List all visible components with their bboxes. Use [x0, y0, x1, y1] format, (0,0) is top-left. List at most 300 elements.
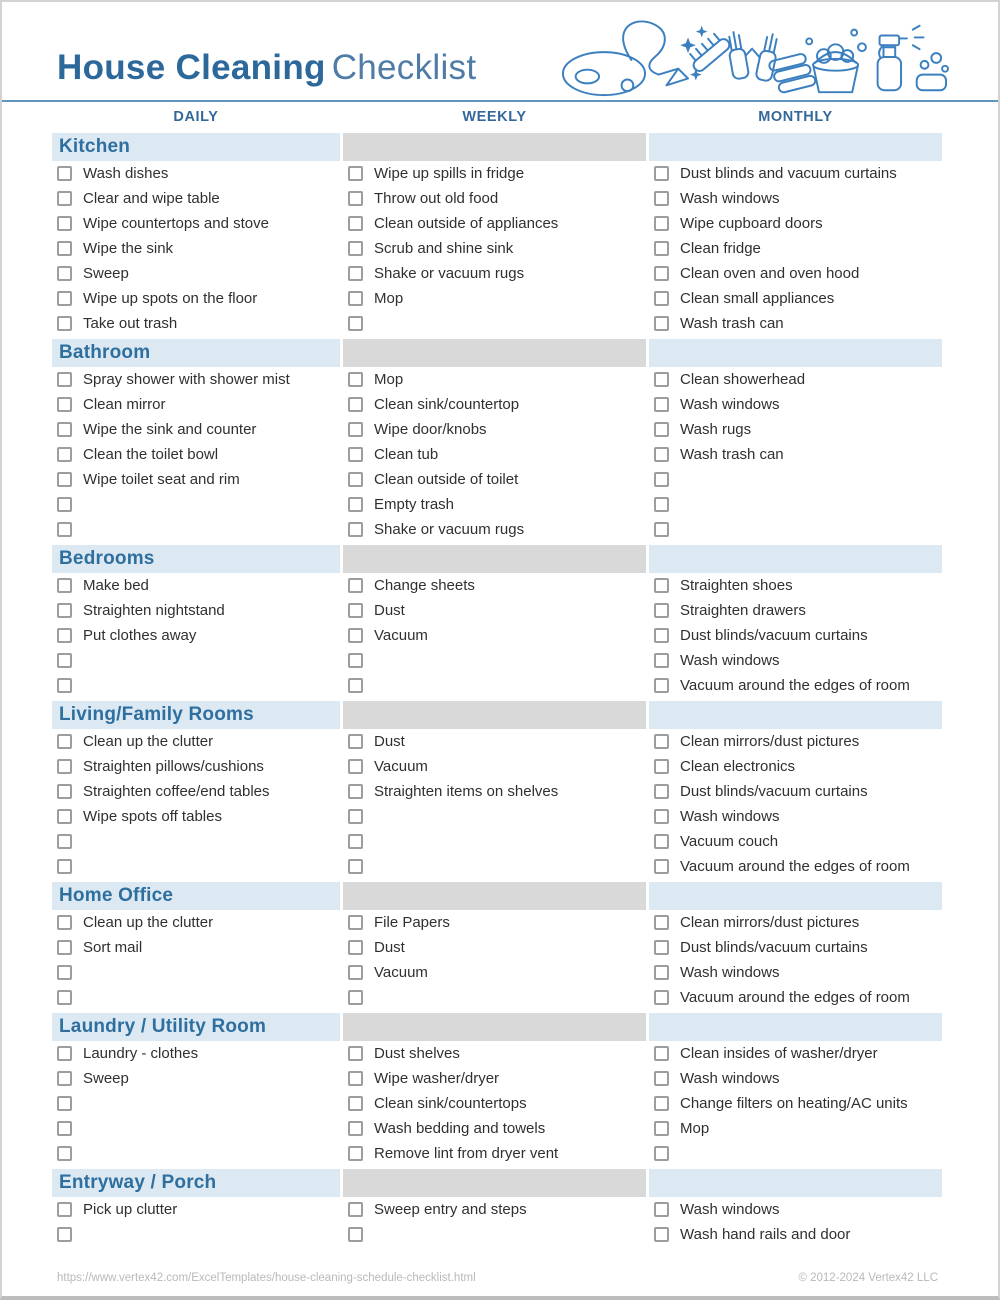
task-checkbox[interactable]	[348, 216, 363, 231]
task-cell	[343, 236, 646, 261]
task-checkbox[interactable]	[348, 397, 363, 412]
task-checkbox[interactable]	[57, 472, 72, 487]
task-checkbox[interactable]	[654, 1071, 669, 1086]
section-band	[649, 1013, 942, 1041]
task-label: Wash trash can	[680, 315, 784, 332]
task-checkbox[interactable]	[57, 940, 72, 955]
header	[2, 2, 998, 102]
task-label: Clean sink/countertop	[374, 396, 520, 413]
task-checkbox[interactable]	[348, 1046, 363, 1061]
task-checkbox[interactable]	[348, 990, 363, 1005]
task-label: Clean small appliances	[680, 290, 835, 307]
task-cell	[649, 517, 942, 542]
task-label: Wipe cupboard doors	[680, 215, 823, 232]
task-label: Clean outside of toilet	[374, 471, 519, 488]
task-checkbox[interactable]	[348, 915, 363, 930]
task-label: Straighten nightstand	[83, 602, 225, 619]
task-label: Wipe the sink	[83, 240, 174, 257]
task-cell	[649, 236, 942, 261]
task-label: Remove lint from dryer vent	[374, 1145, 559, 1162]
task-label: Spray shower with shower mist	[83, 371, 290, 388]
task-label: Clean oven and oven hood	[680, 265, 860, 282]
task-checkbox[interactable]	[57, 241, 72, 256]
task-row	[52, 829, 948, 854]
task-label: Wipe the sink and counter	[83, 421, 257, 438]
task-checkbox[interactable]	[57, 497, 72, 512]
task-cell	[649, 935, 942, 960]
task-checkbox[interactable]	[654, 522, 669, 537]
task-checkbox[interactable]	[348, 1071, 363, 1086]
rubber-gloves-icon	[726, 29, 781, 81]
section-header-living-family-rooms	[52, 701, 948, 729]
task-checkbox[interactable]	[57, 834, 72, 849]
task-checkbox[interactable]	[348, 859, 363, 874]
task-checkbox[interactable]	[348, 734, 363, 749]
task-checkbox[interactable]	[57, 628, 72, 643]
section-band	[343, 1013, 646, 1041]
task-checkbox[interactable]	[348, 1121, 363, 1136]
task-label: Straighten items on shelves	[374, 783, 559, 800]
task-cell	[649, 311, 942, 336]
task-checkbox[interactable]	[654, 266, 669, 281]
task-cell	[343, 1116, 646, 1141]
section-band	[52, 339, 340, 367]
task-label: Put clothes away	[83, 627, 197, 644]
task-label: Wipe spots off tables	[83, 808, 222, 825]
task-cell	[343, 1041, 646, 1066]
task-checkbox[interactable]	[57, 166, 72, 181]
task-row	[52, 236, 948, 261]
task-checkbox[interactable]	[654, 166, 669, 181]
task-label: Shake or vacuum rugs	[374, 521, 525, 538]
task-checkbox[interactable]	[654, 784, 669, 799]
section-band	[52, 882, 340, 910]
task-checkbox[interactable]	[654, 809, 669, 824]
task-checkbox[interactable]	[57, 191, 72, 206]
task-cell	[649, 1141, 942, 1166]
task-row	[52, 1197, 948, 1222]
task-checkbox[interactable]	[348, 940, 363, 955]
task-label: Wipe countertops and stove	[83, 215, 269, 232]
task-cell	[649, 598, 942, 623]
task-checkbox[interactable]	[57, 915, 72, 930]
task-label: Take out trash	[83, 315, 178, 332]
task-cell	[649, 1116, 942, 1141]
task-label: Vacuum around the edges of room	[680, 677, 910, 694]
task-row	[52, 417, 948, 442]
task-checkbox[interactable]	[348, 1227, 363, 1242]
task-row	[52, 367, 948, 392]
task-checkbox[interactable]	[57, 809, 72, 824]
task-label: Wash windows	[680, 1070, 780, 1087]
task-label: Mop	[374, 290, 404, 307]
task-checkbox[interactable]	[348, 603, 363, 618]
task-cell	[343, 1222, 646, 1247]
task-checkbox[interactable]	[654, 316, 669, 331]
task-row	[52, 311, 948, 336]
task-checkbox[interactable]	[57, 784, 72, 799]
task-row	[52, 729, 948, 754]
task-label: Dust	[374, 733, 405, 750]
task-label: Wash windows	[680, 964, 780, 981]
task-label: Change sheets	[374, 577, 475, 594]
task-checkbox[interactable]	[348, 578, 363, 593]
section-band	[649, 545, 942, 573]
task-cell	[343, 417, 646, 442]
task-label: Straighten shoes	[680, 577, 793, 594]
task-label: Wash dishes	[83, 165, 169, 182]
section-band	[52, 701, 340, 729]
task-label: Wash bedding and towels	[374, 1120, 546, 1137]
task-cell	[52, 1091, 340, 1116]
task-checkbox[interactable]	[57, 1046, 72, 1061]
task-checkbox[interactable]	[654, 241, 669, 256]
task-checkbox[interactable]	[57, 603, 72, 618]
task-checkbox[interactable]	[57, 372, 72, 387]
task-checkbox[interactable]	[57, 1096, 72, 1111]
task-checkbox[interactable]	[348, 266, 363, 281]
section-title: Bedrooms	[59, 548, 155, 569]
task-cell	[52, 311, 340, 336]
task-checkbox[interactable]	[57, 859, 72, 874]
task-row	[52, 779, 948, 804]
task-label: Make bed	[83, 577, 149, 594]
section-band	[343, 339, 646, 367]
task-checkbox[interactable]	[57, 734, 72, 749]
task-checkbox[interactable]	[654, 1202, 669, 1217]
task-label: Clean up the clutter	[83, 914, 214, 931]
task-label: Clean mirrors/dust pictures	[680, 914, 860, 931]
task-row	[52, 673, 948, 698]
task-cell	[649, 261, 942, 286]
task-row	[52, 1066, 948, 1091]
task-checkbox[interactable]	[57, 522, 72, 537]
task-checkbox[interactable]	[57, 291, 72, 306]
task-cell	[649, 186, 942, 211]
task-checkbox[interactable]	[57, 397, 72, 412]
task-label: Wipe up spots on the floor	[83, 290, 258, 307]
task-checkbox[interactable]	[348, 1096, 363, 1111]
section-title: Laundry / Utility Room	[59, 1016, 267, 1037]
task-cell	[343, 392, 646, 417]
task-cell	[343, 779, 646, 804]
task-label: Clean mirror	[83, 396, 166, 413]
task-checkbox[interactable]	[654, 678, 669, 693]
task-cell	[649, 442, 942, 467]
task-row	[52, 960, 948, 985]
task-checkbox[interactable]	[348, 784, 363, 799]
task-checkbox[interactable]	[348, 809, 363, 824]
task-checkbox[interactable]	[57, 216, 72, 231]
task-checkbox[interactable]	[654, 397, 669, 412]
task-row	[52, 985, 948, 1010]
task-cell	[343, 985, 646, 1010]
task-cell	[649, 1041, 942, 1066]
task-checkbox[interactable]	[654, 965, 669, 980]
task-checkbox[interactable]	[654, 1146, 669, 1161]
task-checkbox[interactable]	[654, 216, 669, 231]
task-cell	[52, 261, 340, 286]
task-label: Sweep	[83, 265, 129, 282]
task-cell	[343, 261, 646, 286]
task-checkbox[interactable]	[654, 859, 669, 874]
task-label: Change filters on heating/AC units	[680, 1095, 908, 1112]
task-label: Vacuum around the edges of room	[680, 858, 910, 875]
task-cell	[343, 1141, 646, 1166]
task-checkbox[interactable]	[348, 628, 363, 643]
task-cell	[649, 1091, 942, 1116]
task-cell	[343, 960, 646, 985]
task-checkbox[interactable]	[348, 447, 363, 462]
task-cell	[52, 492, 340, 517]
task-row	[52, 623, 948, 648]
title-sub: Checklist	[331, 48, 477, 87]
task-cell	[343, 1066, 646, 1091]
task-cell	[649, 286, 942, 311]
task-checkbox[interactable]	[654, 759, 669, 774]
task-label: Dust	[374, 602, 405, 619]
task-checkbox[interactable]	[348, 191, 363, 206]
task-cell	[649, 779, 942, 804]
task-checkbox[interactable]	[654, 422, 669, 437]
task-cell	[52, 673, 340, 698]
page-title	[57, 48, 476, 100]
task-cell	[343, 367, 646, 392]
task-label: Vacuum around the edges of room	[680, 989, 910, 1006]
section-header-home-office	[52, 882, 948, 910]
task-label: Clean outside of appliances	[374, 215, 559, 232]
task-cell	[52, 1116, 340, 1141]
task-cell	[649, 960, 942, 985]
task-label: Straighten drawers	[680, 602, 806, 619]
task-label: Empty trash	[374, 496, 455, 513]
task-checkbox[interactable]	[57, 1071, 72, 1086]
task-cell	[52, 648, 340, 673]
task-cell	[343, 311, 646, 336]
task-label: Laundry - clothes	[83, 1045, 199, 1062]
task-checkbox[interactable]	[57, 1121, 72, 1136]
section-band	[649, 701, 942, 729]
footer	[57, 1272, 938, 1284]
task-checkbox[interactable]	[57, 316, 72, 331]
task-row	[52, 1141, 948, 1166]
task-checkbox[interactable]	[348, 497, 363, 512]
task-cell	[649, 1222, 942, 1247]
task-cell	[52, 829, 340, 854]
task-label: Wash rugs	[680, 421, 752, 438]
task-row	[52, 392, 948, 417]
task-cell	[649, 417, 942, 442]
task-label: Dust blinds/vacuum curtains	[680, 627, 868, 644]
section-title: Living/Family Rooms	[59, 704, 254, 725]
task-label: Wash trash can	[680, 446, 784, 463]
task-checkbox[interactable]	[348, 522, 363, 537]
task-checkbox[interactable]	[654, 628, 669, 643]
task-row	[52, 910, 948, 935]
task-checkbox[interactable]	[57, 965, 72, 980]
task-cell	[649, 910, 942, 935]
task-checkbox[interactable]	[57, 447, 72, 462]
task-cell	[52, 804, 340, 829]
task-checkbox[interactable]	[654, 1121, 669, 1136]
task-label: Sweep	[83, 1070, 129, 1087]
task-checkbox[interactable]	[654, 372, 669, 387]
task-label: Sort mail	[83, 939, 143, 956]
task-label: Clean mirrors/dust pictures	[680, 733, 860, 750]
task-cell	[649, 1066, 942, 1091]
task-cell	[649, 367, 942, 392]
section-band	[52, 545, 340, 573]
task-checkbox[interactable]	[654, 291, 669, 306]
task-label: Vacuum	[374, 627, 428, 644]
task-cell	[649, 829, 942, 854]
task-label: Straighten pillows/cushions	[83, 758, 264, 775]
task-checkbox[interactable]	[57, 266, 72, 281]
section-band	[343, 545, 646, 573]
task-checkbox[interactable]	[348, 834, 363, 849]
task-row	[52, 1222, 948, 1247]
task-checkbox[interactable]	[57, 422, 72, 437]
task-label: File Papers	[374, 914, 450, 931]
task-row	[52, 467, 948, 492]
task-checkbox[interactable]	[654, 447, 669, 462]
section-band	[649, 339, 942, 367]
task-checkbox[interactable]	[654, 603, 669, 618]
task-label: Straighten coffee/end tables	[83, 783, 270, 800]
section-header-entryway-porch	[52, 1169, 948, 1197]
task-label: Mop	[374, 371, 404, 388]
section-band	[343, 701, 646, 729]
task-checkbox[interactable]	[57, 678, 72, 693]
task-row	[52, 648, 948, 673]
task-checkbox[interactable]	[348, 1146, 363, 1161]
task-cell	[52, 1141, 340, 1166]
task-checkbox[interactable]	[654, 497, 669, 512]
section-header-laundry-utility-room	[52, 1013, 948, 1041]
task-row	[52, 1091, 948, 1116]
task-label: Clean fridge	[680, 240, 761, 257]
task-checkbox[interactable]	[654, 940, 669, 955]
task-checkbox[interactable]	[348, 965, 363, 980]
task-checkbox[interactable]	[348, 316, 363, 331]
task-checkbox[interactable]	[348, 472, 363, 487]
task-checkbox[interactable]	[57, 653, 72, 668]
task-checkbox[interactable]	[654, 1096, 669, 1111]
task-label: Shake or vacuum rugs	[374, 265, 525, 282]
task-cell	[52, 236, 340, 261]
task-cell	[52, 854, 340, 879]
task-label: Clean tub	[374, 446, 439, 463]
task-cell	[343, 829, 646, 854]
task-checkbox[interactable]	[348, 372, 363, 387]
task-checkbox[interactable]	[57, 990, 72, 1005]
scrub-brush-icon	[686, 30, 732, 73]
task-cell	[649, 754, 942, 779]
column-headers	[52, 102, 948, 130]
task-checkbox[interactable]	[654, 1046, 669, 1061]
task-cell	[649, 648, 942, 673]
task-checkbox[interactable]	[348, 653, 363, 668]
task-label: Dust blinds/vacuum curtains	[680, 783, 868, 800]
task-cell	[52, 573, 340, 598]
column-header-monthly: MONTHLY	[758, 109, 833, 125]
task-checkbox[interactable]	[348, 166, 363, 181]
task-row	[52, 186, 948, 211]
task-checkbox[interactable]	[654, 578, 669, 593]
task-checkbox[interactable]	[348, 291, 363, 306]
task-label: Wipe washer/dryer	[374, 1070, 500, 1087]
task-label: Clear and wipe table	[83, 190, 220, 207]
section-band	[52, 133, 340, 161]
task-label: Wash windows	[680, 1201, 780, 1218]
task-checkbox[interactable]	[348, 678, 363, 693]
task-checkbox[interactable]	[348, 422, 363, 437]
task-row	[52, 935, 948, 960]
task-cell	[649, 392, 942, 417]
task-cell	[343, 754, 646, 779]
task-checkbox[interactable]	[57, 759, 72, 774]
task-checkbox[interactable]	[654, 472, 669, 487]
task-checkbox[interactable]	[348, 759, 363, 774]
task-cell	[343, 467, 646, 492]
task-checkbox[interactable]	[654, 734, 669, 749]
section-band	[649, 1169, 942, 1197]
task-cell	[52, 286, 340, 311]
task-cell	[343, 648, 646, 673]
task-cell	[649, 573, 942, 598]
task-row	[52, 804, 948, 829]
task-checkbox[interactable]	[57, 1202, 72, 1217]
task-checkbox[interactable]	[57, 1227, 72, 1242]
task-cell	[343, 161, 646, 186]
section-title: Kitchen	[59, 136, 131, 157]
column-header-daily: DAILY	[173, 109, 219, 125]
task-row	[52, 286, 948, 311]
task-row	[52, 261, 948, 286]
task-checkbox[interactable]	[348, 1202, 363, 1217]
task-row	[52, 1041, 948, 1066]
task-row	[52, 442, 948, 467]
task-cell	[343, 211, 646, 236]
task-label: Clean electronics	[680, 758, 796, 775]
task-cell	[343, 186, 646, 211]
footer-copyright: © 2012-2024 Vertex42 LLC	[798, 1272, 938, 1284]
task-row	[52, 754, 948, 779]
task-checkbox[interactable]	[654, 191, 669, 206]
task-checkbox[interactable]	[57, 578, 72, 593]
task-cell	[52, 623, 340, 648]
task-checkbox[interactable]	[57, 1146, 72, 1161]
task-checkbox[interactable]	[654, 653, 669, 668]
task-checkbox[interactable]	[654, 990, 669, 1005]
task-label: Wash windows	[680, 190, 780, 207]
task-label: Dust blinds/vacuum curtains	[680, 939, 868, 956]
task-cell	[343, 910, 646, 935]
task-cell	[52, 729, 340, 754]
task-cell	[52, 754, 340, 779]
task-label: Clean the toilet bowl	[83, 446, 219, 463]
task-cell	[52, 161, 340, 186]
section-band	[343, 1169, 646, 1197]
task-checkbox[interactable]	[654, 915, 669, 930]
task-checkbox[interactable]	[348, 241, 363, 256]
task-cell	[52, 960, 340, 985]
task-row	[52, 211, 948, 236]
task-checkbox[interactable]	[654, 834, 669, 849]
footer-url[interactable]: https://www.vertex42.com/ExcelTemplates/house-cleaning-schedule-checklist.html	[57, 1272, 476, 1284]
task-cell	[52, 985, 340, 1010]
task-checkbox[interactable]	[654, 1227, 669, 1242]
